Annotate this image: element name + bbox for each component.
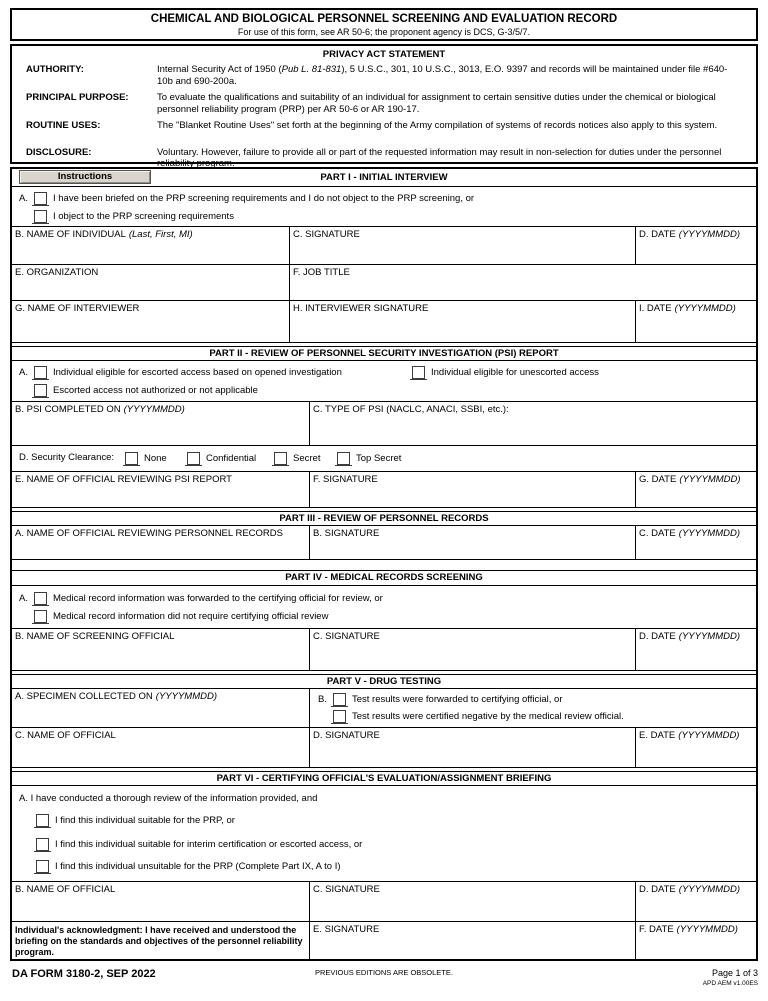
field-individual-signature[interactable] [289, 227, 635, 264]
purpose-text: To evaluate the qualifications and suitability of an individual for assignment to certain sensitive duties under the chemical or biological personnel reliability program (PRP) per AR 50-6 or AR 190-17. [157, 92, 716, 115]
screening-official-label: B. NAME OF SCREENING OFFICIAL [15, 631, 175, 642]
field-drug-official[interactable] [12, 728, 309, 767]
acknowledgment-date-label: F. DATE [639, 924, 674, 935]
checkbox-briefed-no-objection[interactable] [34, 192, 47, 205]
individual-date-note: (YYYYMMDD) [678, 229, 741, 240]
part6-intro: A. I have conducted a thorough review of the information provided, and [19, 793, 318, 804]
part1-a-number: A. [19, 193, 28, 204]
part5-option-1-label: Test results were forwarded to certifying official, or [351, 694, 563, 705]
clearance-none-line [125, 452, 167, 465]
part4-row-bcd [12, 629, 756, 671]
routine-uses-label: ROUTINE USES: [26, 120, 101, 131]
field-certifying-date[interactable] [635, 882, 756, 921]
organization-label: E. ORGANIZATION [15, 267, 99, 278]
part6-option-2-line [36, 838, 362, 851]
form-body [10, 167, 758, 961]
part4-header [12, 571, 756, 586]
authority-text-pre: Internal Security Act of 1950 ( [157, 64, 282, 75]
part2-option-3-label: Escorted access not authorized or not applicable [53, 385, 258, 396]
drug-official-label: C. NAME OF OFFICIAL [15, 730, 116, 741]
psi-completed-on-label: B. PSI COMPLETED ON [15, 404, 121, 415]
part2-header [12, 346, 756, 361]
part1-option-2-line [34, 210, 234, 223]
security-clearance-label-line [19, 452, 114, 463]
part4-item-a [12, 586, 756, 629]
part4-option-2-line [34, 610, 328, 623]
part2-option-2-line [412, 366, 599, 379]
checkbox-suitable-for-prp[interactable] [36, 814, 49, 827]
certifying-signature-label: C. SIGNATURE [313, 884, 380, 895]
clearance-confidential-label: Confidential [206, 453, 257, 464]
part2-row-d [12, 446, 756, 472]
specimen-collected-on-note: (YYYYMMDD) [155, 691, 218, 702]
checkbox-results-forwarded[interactable] [333, 693, 346, 706]
part4-option-1-label: Medical record information was forwarded to the certifying official for review, or [52, 593, 383, 604]
part1-item-a [12, 187, 756, 227]
certifying-official-label: B. NAME OF OFFICIAL [15, 884, 116, 895]
name-of-interviewer-label: G. NAME OF INTERVIEWER [15, 303, 140, 314]
part2-option-3-line [34, 384, 258, 397]
field-screening-date[interactable] [635, 629, 756, 670]
field-official-reviewing-psi[interactable] [12, 472, 309, 507]
field-specimen-collected-on[interactable] [12, 689, 309, 727]
field-certifying-signature[interactable] [309, 882, 635, 921]
name-of-individual-label: B. NAME OF INDIVIDUAL [15, 229, 126, 240]
part5-title: PART V - DRUG TESTING [326, 676, 442, 687]
certifying-date-label: D. DATE [639, 884, 676, 895]
field-screening-official[interactable] [12, 629, 309, 670]
part3-row-abc [12, 526, 756, 560]
field-records-signature[interactable] [309, 526, 635, 559]
drug-date-note: (YYYYMMDD) [678, 730, 740, 741]
part6-option-1-line [36, 814, 235, 827]
disclosure-text: Voluntary. However, failure to provide all or part of the requested information may result in non-selection for duties under the personnel reliability program. [157, 146, 722, 169]
purpose-label: PRINCIPAL PURPOSE: [26, 92, 129, 103]
psi-date-note: (YYYYMMDD) [679, 474, 741, 485]
part1-row-ef [12, 265, 756, 301]
drug-date-label: E. DATE [639, 730, 676, 741]
authority-text-post: ), 5 U.S.C., 301, 10 U.S.C., 3013, E.O. 9397 and records will be maintained under file #640-10b and 690-200a. [157, 64, 728, 87]
part2-row-efg [12, 472, 756, 508]
part5-item-b [309, 689, 756, 727]
security-clearance-label: D. Security Clearance: [19, 452, 115, 463]
clearance-top-secret-line [337, 452, 401, 465]
screening-date-label: D. DATE [639, 631, 676, 642]
part6-option-3-label: I find this individual unsuitable for the PRP (Complete Part IX, A to I) [55, 861, 341, 872]
page-indicator: Page 1 of 3 [711, 968, 758, 978]
form-subtitle: For use of this form, see AR 50-6; the proponent agency is DCS, G-3/5/7. [237, 27, 531, 37]
part1-title: PART I - INITIAL INTERVIEW [320, 172, 448, 183]
authority-label: AUTHORITY: [26, 64, 84, 75]
part2-option-2-label: Individual eligible for unescorted access [431, 367, 599, 378]
privacy-row-disclosure [12, 147, 756, 170]
clearance-top-secret-label: Top Secret [356, 453, 402, 464]
name-of-individual-note: (Last, First, MI) [128, 229, 193, 240]
checkbox-results-negative[interactable] [333, 710, 346, 723]
checkbox-escorted-access-eligible[interactable] [34, 366, 47, 379]
job-title-label: F. JOB TITLE [293, 267, 350, 278]
field-official-reviewing-records[interactable] [12, 526, 309, 559]
part6-item-a [12, 786, 756, 882]
part5-row-cde [12, 728, 756, 768]
previous-editions-note: PREVIOUS EDITIONS ARE OBSOLETE. [315, 968, 453, 977]
part2-option-1-label: Individual eligible for escorted access based on opened investigation [52, 367, 342, 378]
records-signature-label: B. SIGNATURE [313, 528, 380, 539]
records-date-note: (YYYYMMDD) [678, 528, 741, 539]
field-interviewer-date[interactable] [635, 301, 756, 342]
psi-signature-label: F. SIGNATURE [313, 474, 378, 485]
field-records-date[interactable] [635, 526, 756, 559]
field-psi-completed-on[interactable] [12, 402, 309, 445]
field-psi-signature[interactable] [309, 472, 635, 507]
part2-title: PART II - REVIEW OF PERSONNEL SECURITY INVESTIGATION (PSI) REPORT [209, 348, 559, 359]
field-name-of-individual[interactable] [12, 227, 289, 264]
part1-row-ghi [12, 301, 756, 343]
checkbox-clearance-none[interactable] [125, 452, 138, 465]
part6-option-2-label: I find this individual suitable for interim certification or escorted access, or [55, 839, 363, 850]
field-drug-signature[interactable] [309, 728, 635, 767]
clearance-secret-line [274, 452, 320, 465]
checkbox-clearance-top-secret[interactable] [337, 452, 350, 465]
field-acknowledgment-signature[interactable] [309, 922, 635, 959]
acknowledgment-date-note: (YYYYMMDD) [676, 924, 738, 935]
checkbox-object-to-screening[interactable] [34, 210, 47, 223]
type-of-psi-label: C. TYPE OF PSI (NACLC, ANACI, SSBI, etc.): [313, 404, 509, 415]
field-certifying-official[interactable] [12, 882, 309, 921]
psi-completed-on-note: (YYYYMMDD) [123, 404, 185, 415]
official-reviewing-psi-label: E. NAME OF OFFICIAL REVIEWING PSI REPORT [15, 474, 232, 485]
field-organization[interactable] [12, 265, 289, 300]
records-date-label: C. DATE [639, 528, 676, 539]
part4-option-1-line [19, 592, 383, 605]
part6-option-1-label: I find this individual suitable for the PRP, or [55, 815, 235, 826]
form-footer [10, 966, 758, 996]
part1-option-1-line [19, 192, 474, 205]
part5-option-2-line [333, 710, 624, 723]
clearance-none-label: None [144, 453, 167, 464]
checkbox-suitable-interim[interactable] [36, 838, 49, 851]
screening-signature-label: C. SIGNATURE [313, 631, 380, 642]
part6-row-ack [12, 922, 756, 959]
checkbox-medical-no-review[interactable] [34, 610, 47, 623]
drug-signature-label: D. SIGNATURE [313, 730, 380, 741]
part4-title: PART IV - MEDICAL RECORDS SCREENING [285, 572, 483, 583]
specimen-collected-on-label: A. SPECIMEN COLLECTED ON [15, 691, 153, 702]
part3-title: PART III - REVIEW OF PERSONNEL RECORDS [279, 513, 489, 524]
privacy-row-authority [12, 64, 756, 87]
part5-option-1-line [318, 693, 562, 706]
individual-date-label: D. DATE [639, 229, 676, 240]
field-acknowledgment-date[interactable] [635, 922, 756, 959]
part4-a-number: A. [19, 593, 28, 604]
part1-header [12, 169, 756, 187]
part6-intro-line [19, 793, 317, 804]
authority-text-italic: Pub L. 81-831 [281, 64, 342, 75]
part5-option-2-label: Test results were certified negative by the medical review official. [352, 711, 624, 722]
part2-row-bc [12, 402, 756, 446]
field-job-title[interactable] [289, 265, 756, 300]
privacy-row-routine-uses [12, 120, 756, 132]
routine-uses-text: The "Blanket Routine Uses" set forth at the beginning of the Army compilation of systems of records notices also apply to this system. [157, 120, 718, 131]
part1-option-2-label: I object to the PRP screening requirements [53, 211, 234, 222]
checkbox-medical-forwarded[interactable] [34, 592, 47, 605]
interviewer-signature-label: H. INTERVIEWER SIGNATURE [293, 303, 429, 314]
psi-date-label: G. DATE [639, 474, 677, 485]
checkbox-unsuitable-for-prp[interactable] [36, 860, 49, 873]
disclosure-label: DISCLOSURE: [26, 146, 92, 158]
form-title-block [10, 8, 758, 41]
checkbox-unescorted-access-eligible[interactable] [412, 366, 425, 379]
part6-header [12, 771, 756, 786]
official-reviewing-records-label: A. NAME OF OFFICIAL REVIEWING PERSONNEL RECORDS [15, 528, 283, 539]
field-psi-date[interactable] [635, 472, 756, 507]
apd-version: APD AEM v1.00ES [702, 980, 758, 987]
part6-title: PART VI - CERTIFYING OFFICIAL'S EVALUATION/ASSIGNMENT BRIEFING [216, 773, 552, 784]
authority-text [157, 64, 742, 87]
form-title: CHEMICAL AND BIOLOGICAL PERSONNEL SCREENING AND EVALUATION RECORD [150, 13, 618, 25]
checkbox-clearance-secret[interactable] [274, 452, 287, 465]
acknowledgment-signature-label: E. SIGNATURE [313, 924, 380, 935]
part1-option-1-label: I have been briefed on the PRP screening requirements and I do not object to the PRP screening, or [52, 193, 475, 204]
screening-date-note: (YYYYMMDD) [678, 631, 741, 642]
interviewer-date-label: I. DATE [639, 303, 672, 314]
field-individual-date[interactable] [635, 227, 756, 264]
field-interviewer-signature[interactable] [289, 301, 635, 342]
part3-empty-row [12, 560, 756, 571]
field-type-of-psi[interactable] [309, 402, 756, 445]
footer-right-block [703, 968, 758, 987]
part6-row-bcd [12, 882, 756, 922]
part5-header [12, 674, 756, 689]
part3-header [12, 511, 756, 526]
part5-b-number: B. [318, 694, 327, 705]
privacy-row-purpose [12, 92, 756, 115]
checkbox-escorted-not-authorized[interactable] [34, 384, 47, 397]
field-name-of-interviewer[interactable] [12, 301, 289, 342]
acknowledgment-statement [12, 922, 309, 959]
field-screening-signature[interactable] [309, 629, 635, 670]
clearance-secret-label: Secret [293, 453, 321, 464]
privacy-act-section [10, 44, 758, 169]
part2-a-number: A. [19, 367, 28, 378]
part1-row-bcd [12, 227, 756, 265]
part4-option-2-label: Medical record information did not require certifying official review [53, 611, 329, 622]
clearance-confidential-line [187, 452, 256, 465]
certifying-date-note: (YYYYMMDD) [678, 884, 741, 895]
part2-option-1-line [19, 366, 342, 379]
part5-row-ab [12, 689, 756, 728]
form-number: DA FORM 3180-2, SEP 2022 [12, 968, 156, 980]
instructions-button[interactable]: Instructions [19, 170, 151, 184]
privacy-title: PRIVACY ACT STATEMENT [322, 49, 446, 60]
field-drug-date[interactable] [635, 728, 756, 767]
interviewer-date-note: (YYYYMMDD) [674, 303, 736, 314]
acknowledgment-text: Individual's acknowledgment: I have received and understood the briefing on the standards and objectives of the personnel reliability program. [15, 925, 303, 957]
part6-option-3-line [36, 860, 341, 873]
checkbox-clearance-confidential[interactable] [187, 452, 200, 465]
part2-item-a [12, 361, 756, 402]
individual-signature-label: C. SIGNATURE [293, 229, 360, 240]
